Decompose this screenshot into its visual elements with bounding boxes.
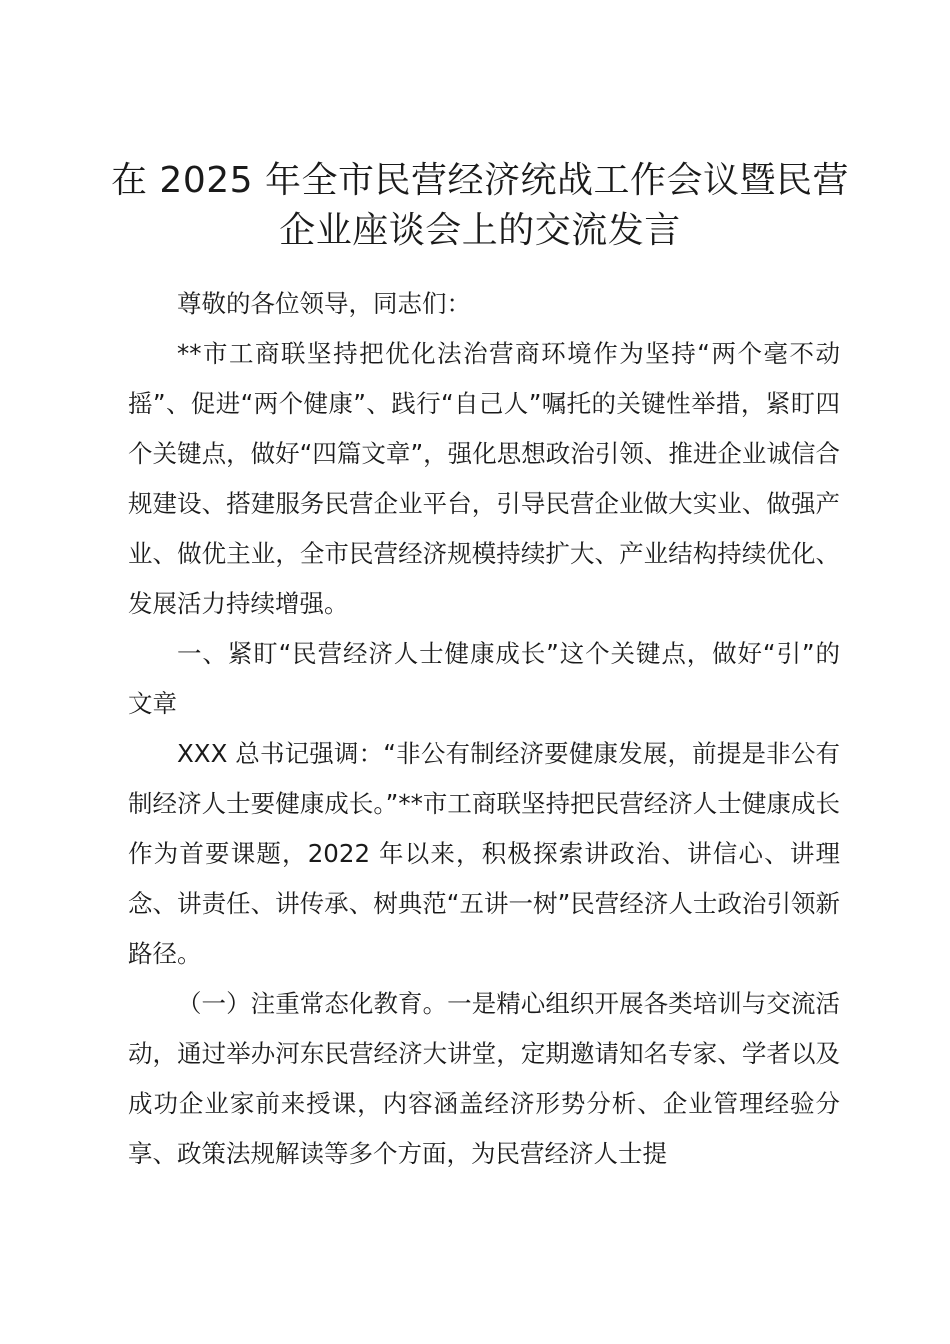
paragraph-section-1: XXX 总书记强调：“非公有制经济要健康发展，前提是非公有制经济人士要健康成长。”**市工商联坚持把民营经济人士健康成长作为首要课题，2022 年以来，积极探索讲政治、讲信心、讲理念、讲责任、讲传承、树典范“五讲一树”民营经济人士政治引领新路径。 — [128, 739, 840, 968]
greeting: 尊敬的各位领导，同志们： — [177, 289, 471, 318]
title-line-1: 在 2025 年全市民营经济统战工作会议暨民营 — [110, 160, 849, 201]
section-heading-1: 一、紧盯“民营经济人士健康成长”这个关键点，做好“引”的文章 — [128, 639, 840, 718]
paragraph-subsection-1: （一）注重常态化教育。一是精心组织开展各类培训与交流活动，通过举办河东民营经济大讲堂，定期邀请知名专家、学者以及成功企业家前来授课，内容涵盖经济形势分析、企业管理经验分享、政策法规解读等多个方面，为民营经济人士提 — [128, 989, 840, 1168]
paragraph-intro: **市工商联坚持把优化法治营商环境作为坚持“两个毫不动摇”、促进“两个健康”、践行“自己人”嘱托的关键性举措，紧盯四个关键点，做好“四篇文章”，强化思想政治引领、推进企业诚信合规建设、搭建服务民营企业平台，引导民营企业做大实业、做强产业、做优主业，全市民营经济规模持续扩大、产业结构持续优化、发展活力持续增强。 — [128, 339, 840, 618]
document-body — [128, 279, 840, 1179]
document-title — [100, 156, 860, 256]
title-line-2: 企业座谈会上的交流发言 — [279, 210, 681, 251]
